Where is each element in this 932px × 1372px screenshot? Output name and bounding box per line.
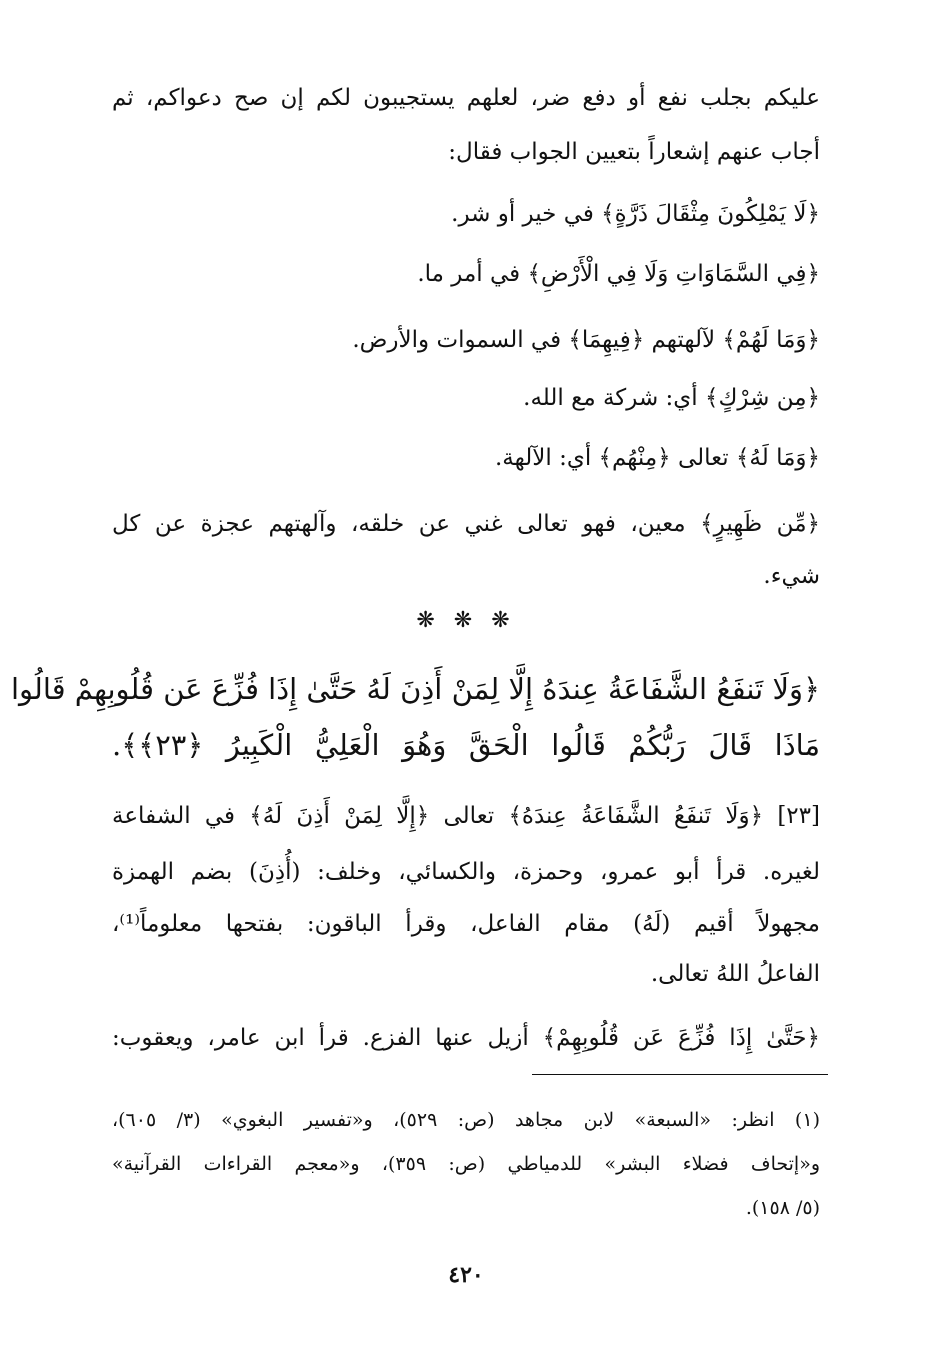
text-line-9: شيء. — [763, 563, 820, 589]
text-line-3: ﴿لَا يَمْلِكُونَ مِثْقَالَ ذَرَّةٍ﴾ في خير أو شر. — [451, 201, 820, 227]
text-line-6: ﴿مِن شِرْكٍ﴾ أي: شركة مع الله. — [523, 385, 820, 411]
commentary-line-4: الفاعلُ اللهُ تعالى. — [650, 961, 820, 987]
page-number: ٤٢٠ — [448, 1262, 484, 1288]
footnote-divider — [532, 1074, 828, 1075]
footnote-line-1: (١) انظر: «السبعة» لابن مجاهد (ص: ٥٢٩)، و«تفسير البغوي» (٣/ ٦٠٥)، — [112, 1109, 820, 1131]
text-line-7: ﴿وَمَا لَهُ﴾ تعالى ﴿مِنْهُم﴾ أي: الآلهة. — [495, 445, 820, 471]
footnote-line-3: (٥/ ١٥٨). — [745, 1197, 820, 1219]
commentary-line-1: [٢٣] ﴿وَلَا تَنفَعُ الشَّفَاعَةُ عِندَهُ﴾ تعالى ﴿إِلَّا لِمَنْ أَذِنَ لَهُ﴾ في الشفاعة — [112, 803, 820, 829]
commentary-line-3: مجهولاً أقيم (لَهُ) مقام الفاعل، وقرأ الباقون: بفتحها معلوماً⁽¹⁾، — [112, 911, 820, 937]
text-line-2: أجاب عنهم إشعاراً بتعيين الجواب فقال: — [448, 139, 820, 165]
text-line-5: ﴿وَمَا لَهُمْ﴾ لآلهتهم ﴿فِيهِمَا﴾ في السموات والأرض. — [352, 327, 820, 353]
quran-verse-line-2: مَاذَا قَالَ رَبُّكُمْ قَالُوا الْحَقَّ وَهُوَ الْعَلِيُّ الْكَبِيرُ ﴿٢٣﴾﴾. — [112, 728, 820, 762]
text-line-4: ﴿فِي السَّمَاوَاتِ وَلَا فِي الْأَرْضِ﴾ في أمر ما. — [417, 261, 820, 287]
section-separator: ❋ ❋ ❋ — [416, 608, 516, 633]
footnote-line-2: و«إتحاف فضلاء البشر» للدمياطي (ص: ٣٥٩)، و«معجم القراءات القرآنية» — [112, 1153, 821, 1175]
commentary-line-2: لغيره. قرأ أبو عمرو، وحمزة، والكسائي، وخلف: (أُذِنَ) بضم الهمزة — [112, 859, 820, 885]
quran-verse-line-1: ﴿وَلَا تَنفَعُ الشَّفَاعَةُ عِندَهُ إِلَّا لِمَنْ أَذِنَ لَهُ حَتَّىٰ إِذَا فُزِّعَ عَن قُلُوبِهِمْ قَالُوا — [11, 672, 820, 706]
text-line-1: عليكم بجلب نفع أو دفع ضر، لعلهم يستجيبون لكم إن صح دعواكم، ثم — [112, 85, 820, 111]
commentary-line-5: ﴿حَتَّىٰ إِذَا فُزِّعَ عَن قُلُوبِهِمْ﴾ أزيل عنها الفزع. قرأ ابن عامر، ويعقوب: — [112, 1025, 820, 1051]
text-line-8: ﴿مِّن ظَهِيرٍ﴾ معين، فهو تعالى غني عن خلقه، وآلهتهم عجزة عن كل — [112, 511, 820, 537]
